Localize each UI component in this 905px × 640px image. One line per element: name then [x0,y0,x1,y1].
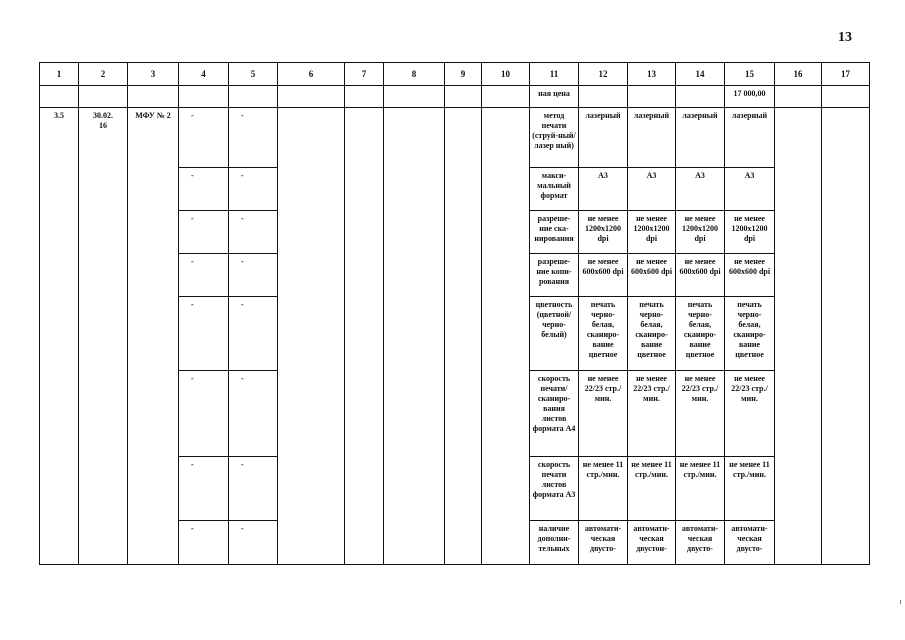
table-cell [822,108,870,565]
table-cell [775,86,822,108]
value-cell: А3 [579,168,628,211]
column-header: 9 [445,63,482,86]
item-name-cell: МФУ № 2 [128,108,179,565]
value-cell: А3 [725,168,775,211]
table-cell [775,108,822,565]
value-cell: не менее 600х600 dpi [579,254,628,297]
value-cell: печать черно-белая, сканиро-вание цветное [628,297,676,371]
parameter-cell: скорость печати листов формата А3 [530,457,579,521]
value-cell: печать черно-белая, сканиро-вание цветное [579,297,628,371]
value-cell: автомати-ческая двусто- [676,521,725,565]
col4-cell: - [179,457,229,521]
parameter-cell: разреше-ние ска-нирования [530,211,579,254]
value-cell: не менее 11 стр./мин. [676,457,725,521]
column-header: 17 [822,63,870,86]
value-cell: не менее 1200х1200 dpi [579,211,628,254]
table-cell [384,108,445,565]
col5-cell: - [229,371,278,457]
col5-cell: - [229,168,278,211]
col4-cell: - [179,211,229,254]
table-cell [278,108,345,565]
value-cell: автомати-ческая двусто- [579,521,628,565]
table-cell [445,108,482,565]
column-header: 2 [79,63,128,86]
table-cell [822,86,870,108]
table-row [40,108,870,168]
value-cell: лазерный [628,108,676,168]
column-header: 13 [628,63,676,86]
price-row [40,86,870,108]
parameter-cell: макси-мальный формат [530,168,579,211]
column-header: 5 [229,63,278,86]
value-cell: не менее 22/23 стр./мин. [628,371,676,457]
value-cell: автомати-ческая двусто- [725,521,775,565]
value-cell: автомати-ческая двустон- [628,521,676,565]
column-header: 14 [676,63,725,86]
column-header: 6 [278,63,345,86]
table-cell [579,86,628,108]
parameter-cell: скорость печати/ сканиро-вания листов формата А4 [530,371,579,457]
table-cell [128,86,179,108]
table-cell [445,86,482,108]
value-cell: не менее 11 стр./мин. [628,457,676,521]
table-cell [384,86,445,108]
table-cell [345,108,384,565]
value-cell: печать черно-белая, сканиро-вание цветное [676,297,725,371]
table-cell [345,86,384,108]
table-cell [40,86,79,108]
column-header: 1 [40,63,79,86]
col5-cell: - [229,457,278,521]
table-cell [179,86,229,108]
page-number: 13 [838,30,852,45]
column-header: 10 [482,63,530,86]
item-date-cell: 30.02. 16 [79,108,128,565]
column-header: 3 [128,63,179,86]
column-header: 4 [179,63,229,86]
column-header: 12 [579,63,628,86]
value-cell: не менее 600х600 dpi [628,254,676,297]
table-cell [79,86,128,108]
col5-cell: - [229,254,278,297]
column-header: 8 [384,63,445,86]
value-cell: не менее 11 стр./мин. [725,457,775,521]
parameter-cell: наличие дополни-тельных [530,521,579,565]
table-cell [278,86,345,108]
value-cell: не менее 600х600 dpi [725,254,775,297]
column-number-row [40,63,870,86]
scan-mark [900,600,901,604]
col4-cell: - [179,297,229,371]
parameter-cell: цветность (цветной/ черно-белый) [530,297,579,371]
specification-table [39,62,870,565]
value-cell: лазерный [725,108,775,168]
value-cell: не менее 1200х1200 dpi [676,211,725,254]
price-value-cell: 17 000,00 [725,86,775,108]
value-cell: не менее 600х600 dpi [676,254,725,297]
column-header: 16 [775,63,822,86]
table-cell [482,86,530,108]
value-cell: А3 [676,168,725,211]
value-cell: А3 [628,168,676,211]
table-cell [229,86,278,108]
value-cell: не менее 11 стр./мин. [579,457,628,521]
value-cell: не менее 22/23 стр./мин. [579,371,628,457]
item-number-cell: 3.5 [40,108,79,565]
value-cell: печать черно-белая, сканиро-вание цветное [725,297,775,371]
col4-cell: - [179,168,229,211]
price-label-cell: ная цена [530,86,579,108]
value-cell: не менее 1200х1200 dpi [628,211,676,254]
value-cell: не менее 22/23 стр./мин. [725,371,775,457]
parameter-cell: метод печати (струй-ный/лазер ный) [530,108,579,168]
col4-cell: - [179,521,229,565]
value-cell: не менее 1200х1200 dpi [725,211,775,254]
value-cell: лазерный [579,108,628,168]
col5-cell: - [229,108,278,168]
value-cell: лазерный [676,108,725,168]
table-cell [628,86,676,108]
col4-cell: - [179,371,229,457]
col5-cell: - [229,521,278,565]
col4-cell: - [179,108,229,168]
column-header: 7 [345,63,384,86]
value-cell: не менее 22/23 стр./мин. [676,371,725,457]
column-header: 15 [725,63,775,86]
parameter-cell: разреше-ние копи-рования [530,254,579,297]
table-cell [676,86,725,108]
col5-cell: - [229,297,278,371]
table-cell [482,108,530,565]
column-header: 11 [530,63,579,86]
col4-cell: - [179,254,229,297]
col5-cell: - [229,211,278,254]
